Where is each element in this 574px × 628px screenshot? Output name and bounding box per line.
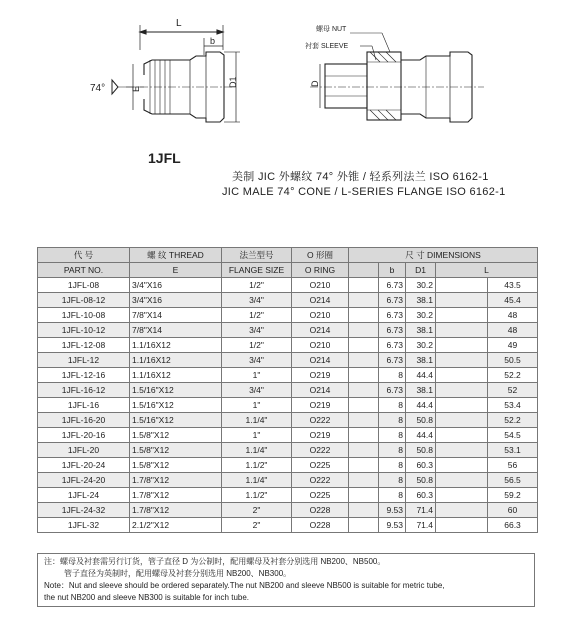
cell-o-ring: O219 [292,368,349,383]
cell-blank [436,458,488,473]
cell-d1: 60.3 [406,488,436,503]
cell-part-no: 1JFL-16 [38,398,130,413]
cell-l: 56.5 [488,473,538,488]
cell-o-ring: O219 [292,398,349,413]
cell-blank [436,368,488,383]
cell-l: 49 [488,338,538,353]
cell-d1: 50.8 [406,473,436,488]
notes-box [37,553,535,607]
cell-d1: 38.1 [406,323,436,338]
cell-part-no: 1JFL-10-08 [38,308,130,323]
cell-thread: 1.1/16X12 [130,353,222,368]
cell-blank [349,413,379,428]
technical-drawing [0,0,574,170]
fitting-side-view [112,25,240,122]
cell-b: 6.73 [379,278,406,293]
cell-thread: 1.5/16"X12 [130,413,222,428]
cell-flange-size: 1/2" [222,308,292,323]
cell-blank [349,473,379,488]
cell-thread: 1.5/16"X12 [130,383,222,398]
cell-blank [436,488,488,503]
cell-flange-size: 3/4" [222,353,292,368]
cell-blank [349,323,379,338]
header-part-no: PART NO. [38,263,130,278]
cell-b: 8 [379,368,406,383]
cell-blank [436,338,488,353]
cell-o-ring: O225 [292,488,349,503]
label-L: L [176,18,182,29]
cell-o-ring: O214 [292,323,349,338]
cell-flange-size: 1.1/4" [222,443,292,458]
cell-d1: 50.8 [406,413,436,428]
table-body [38,278,538,533]
cell-blank [436,278,488,293]
cell-o-ring: O214 [292,293,349,308]
table-row [38,278,538,293]
cell-flange-size: 3/4" [222,323,292,338]
cell-blank [349,428,379,443]
cell-flange-size: 1/2" [222,338,292,353]
label-nut: 螺母 NUT [316,26,347,33]
table-row [38,443,538,458]
cell-o-ring: O228 [292,518,349,533]
cell-part-no: 1JFL-12-08 [38,338,130,353]
label-sleeve: 衬套 SLEEVE [305,43,349,50]
cell-flange-size: 3/4" [222,293,292,308]
header-blank [349,263,379,278]
cell-blank [349,398,379,413]
cell-b: 8 [379,428,406,443]
cell-b: 6.73 [379,323,406,338]
cell-flange-size: 1.1/4" [222,473,292,488]
cell-blank [436,323,488,338]
cell-l: 56 [488,458,538,473]
cell-blank [349,278,379,293]
cell-thread: 2.1/2"X12 [130,518,222,533]
cell-blank [436,518,488,533]
cell-d1: 71.4 [406,503,436,518]
table-row [38,383,538,398]
cell-b: 6.73 [379,383,406,398]
cell-thread: 1.5/8"X12 [130,458,222,473]
cell-thread: 1.5/8"X12 [130,428,222,443]
table-row [38,398,538,413]
cell-blank [349,308,379,323]
table-row [38,473,538,488]
cell-blank [349,293,379,308]
cell-b: 8 [379,398,406,413]
cell-l: 53.4 [488,398,538,413]
cell-l: 66.3 [488,518,538,533]
cell-o-ring: O222 [292,473,349,488]
cell-flange-size: 1.1/2" [222,488,292,503]
table-row [38,458,538,473]
cell-o-ring: O210 [292,338,349,353]
note-en-line-1: Note：Nut and sleeve should be ordered separately.The nut NB200 and sleeve NB500 is suitable for metric tube, [44,581,445,590]
cell-o-ring: O210 [292,308,349,323]
cell-part-no: 1JFL-08 [38,278,130,293]
cell-flange-size: 3/4" [222,383,292,398]
table-row [38,413,538,428]
header-flange-size: FLANGE SIZE [222,263,292,278]
cell-d1: 44.4 [406,398,436,413]
cell-l: 54.5 [488,428,538,443]
label-D1: D1 [228,76,238,88]
cell-blank [436,383,488,398]
cell-o-ring: O225 [292,458,349,473]
table-row [38,323,538,338]
cell-l: 59.2 [488,488,538,503]
table-row [38,518,538,533]
header-dimensions: 尺 寸 DIMENSIONS [349,248,538,263]
table-row [38,353,538,368]
label-D: D [310,80,320,87]
cell-blank [436,353,488,368]
cell-part-no: 1JFL-12 [38,353,130,368]
cell-part-no: 1JFL-16-12 [38,383,130,398]
cell-flange-size: 1" [222,398,292,413]
cell-l: 53.1 [488,443,538,458]
cell-blank [436,443,488,458]
cell-b: 8 [379,458,406,473]
cell-b: 9.53 [379,503,406,518]
cell-flange-size: 1.1/2" [222,458,292,473]
cell-flange-size: 2" [222,503,292,518]
cell-blank [436,398,488,413]
cell-o-ring: O214 [292,353,349,368]
cell-thread: 1.7/8"X12 [130,503,222,518]
cell-blank [436,293,488,308]
cell-o-ring: O222 [292,413,349,428]
cell-flange-size: 1.1/4" [222,413,292,428]
cell-b: 6.73 [379,338,406,353]
note-en-line-2: the nut NB200 and sleeve NB300 is suitable for inch tube. [44,593,250,602]
header-l: L [436,263,538,278]
cell-d1: 30.2 [406,278,436,293]
cell-blank [436,413,488,428]
note-cn-line-1: 注：螺母及衬套需另行订货，管子直径 D 为公制时，配用螺母及衬套分别选用 NB200、NB500。 [44,557,386,566]
cell-l: 48 [488,308,538,323]
cell-l: 45.4 [488,293,538,308]
cell-blank [436,503,488,518]
label-angle: 74° [90,83,106,94]
cell-thread: 7/8"X14 [130,323,222,338]
title-chinese: 美制 JIC 外螺纹 74° 外锥 / 轻系列法兰 ISO 6162-1 [232,171,489,183]
cell-b: 6.73 [379,293,406,308]
cell-part-no: 1JFL-20-16 [38,428,130,443]
header-e: E [130,263,222,278]
table-row [38,293,538,308]
label-b: b [210,36,216,46]
cell-flange-size: 1" [222,428,292,443]
cell-d1: 44.4 [406,368,436,383]
cell-b: 8 [379,443,406,458]
cell-d1: 50.8 [406,443,436,458]
cell-l: 48 [488,323,538,338]
product-code: 1JFL [148,150,181,166]
cell-part-no: 1JFL-16-20 [38,413,130,428]
cell-l: 52 [488,383,538,398]
header-thread: 螺 纹 THREAD [130,248,222,263]
title-english: JIC MALE 74° CONE / L-SERIES FLANGE ISO 6162-1 [222,186,506,198]
cell-part-no: 1JFL-10-12 [38,323,130,338]
cell-b: 6.73 [379,308,406,323]
cell-blank [349,518,379,533]
cell-thread: 1.1/16X12 [130,368,222,383]
cell-blank [349,383,379,398]
cell-d1: 71.4 [406,518,436,533]
header-b: b [379,263,406,278]
table-row [38,488,538,503]
label-E: E [131,85,141,92]
cell-blank [349,338,379,353]
cell-thread: 1.5/16"X12 [130,398,222,413]
cell-blank [436,308,488,323]
table-header-row-1 [38,248,538,263]
header-oring-cn: O 形圈 [292,248,349,263]
cell-o-ring: O228 [292,503,349,518]
table-row [38,503,538,518]
cell-part-no: 1JFL-08-12 [38,293,130,308]
cell-blank [349,353,379,368]
cell-l: 52.2 [488,368,538,383]
cell-b: 8 [379,473,406,488]
cell-thread: 1.1/16X12 [130,338,222,353]
cell-d1: 38.1 [406,293,436,308]
cell-blank [349,488,379,503]
cell-blank [436,428,488,443]
cell-part-no: 1JFL-12-16 [38,368,130,383]
table-row [38,368,538,383]
cell-l: 43.5 [488,278,538,293]
cell-thread: 3/4"X16 [130,293,222,308]
cell-blank [349,503,379,518]
cell-thread: 7/8"X14 [130,308,222,323]
header-o-ring: O RING [292,263,349,278]
cell-flange-size: 1" [222,368,292,383]
table-header-row-2 [38,263,538,278]
cell-blank [349,458,379,473]
cell-part-no: 1JFL-24-32 [38,503,130,518]
cell-part-no: 1JFL-24-20 [38,473,130,488]
cell-d1: 44.4 [406,428,436,443]
table-row [38,338,538,353]
cell-part-no: 1JFL-20 [38,443,130,458]
cell-b: 6.73 [379,353,406,368]
cell-o-ring: O210 [292,278,349,293]
note-cn-line-2: 管子直径为英制时，配用螺母及衬套分别选用 NB200、NB300。 [64,569,292,578]
table-row [38,308,538,323]
cell-d1: 30.2 [406,338,436,353]
cell-b: 9.53 [379,518,406,533]
cell-b: 8 [379,488,406,503]
cell-l: 52.2 [488,413,538,428]
cell-b: 8 [379,413,406,428]
cell-d1: 30.2 [406,308,436,323]
cell-blank [349,443,379,458]
cell-part-no: 1JFL-20-24 [38,458,130,473]
header-code-cn: 代 号 [38,248,130,263]
cell-part-no: 1JFL-32 [38,518,130,533]
header-d1: D1 [406,263,436,278]
cell-blank [349,368,379,383]
cell-l: 50.5 [488,353,538,368]
cell-flange-size: 2" [222,518,292,533]
cell-thread: 1.7/8"X12 [130,488,222,503]
cell-o-ring: O222 [292,443,349,458]
cell-thread: 1.7/8"X12 [130,473,222,488]
spec-table [37,247,538,533]
cell-thread: 1.5/8"X12 [130,443,222,458]
cell-d1: 38.1 [406,383,436,398]
cell-o-ring: O214 [292,383,349,398]
cell-blank [436,473,488,488]
cell-part-no: 1JFL-24 [38,488,130,503]
table-row [38,428,538,443]
header-flange-cn: 法兰型号 [222,248,292,263]
cell-flange-size: 1/2" [222,278,292,293]
cell-l: 60 [488,503,538,518]
cell-o-ring: O219 [292,428,349,443]
cell-d1: 60.3 [406,458,436,473]
cell-d1: 38.1 [406,353,436,368]
cell-thread: 3/4"X16 [130,278,222,293]
